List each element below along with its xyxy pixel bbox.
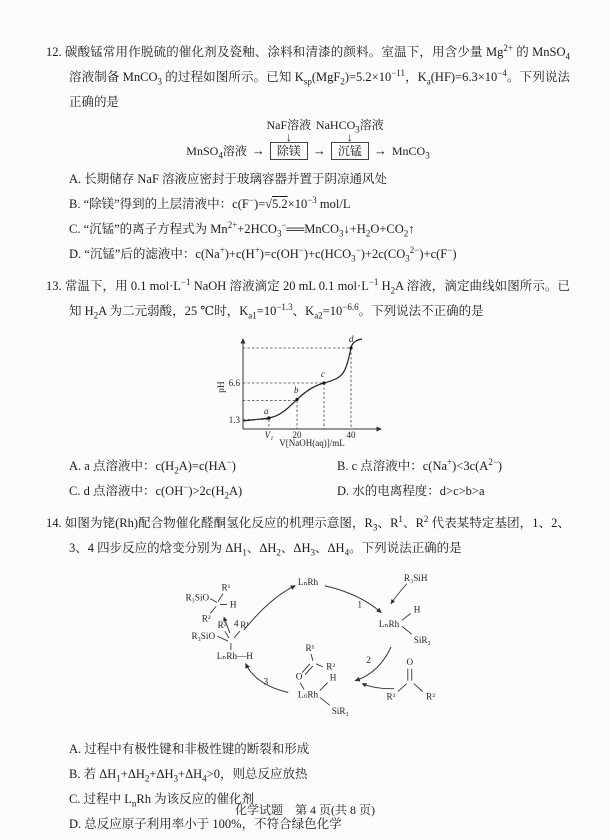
sir3-label: SiR₃	[413, 635, 431, 646]
flow-chain	[186, 118, 430, 161]
option-c: C. 过程中 $L_nRh$ 为该反应的催化剂	[69, 792, 255, 809]
ketone-molecule	[387, 657, 436, 702]
r1-label: R¹	[305, 642, 315, 653]
step-1-arrow	[325, 586, 381, 613]
arrow-right-icon: →	[312, 143, 326, 158]
q14-options	[46, 737, 570, 837]
r3sio-label: R₃SiO	[191, 631, 216, 642]
lnrh-h-label: LₙRh—H	[216, 650, 253, 661]
y-axis-label: pH	[216, 381, 227, 393]
r1-label: R¹	[386, 691, 396, 702]
question-14	[46, 511, 570, 837]
option-c: C. “沉锰”的离子方程式为 $Mn^{2+}+2HCO_3^-══MnCO_3↓+H_2O+CO_2↑$	[69, 219, 415, 239]
arrow-right-icon: →	[251, 143, 265, 158]
r3sio-label: R₃SiO	[185, 592, 210, 603]
q12-flow-diagram	[46, 118, 570, 161]
option-a: A. 长期储存 NaF 溶液应密封于玻璃容器并置于阴凉通风处	[69, 172, 388, 186]
r2-label: R²	[201, 613, 211, 624]
h-label: H	[229, 599, 237, 610]
r3sih-feed-arrow	[391, 584, 407, 604]
o-label: O	[406, 656, 414, 667]
r2-label: R²	[326, 661, 336, 672]
option-d: D. 总反应原子利用率小于 100%，不符合绿色化学	[69, 817, 342, 831]
q13-options	[69, 454, 570, 504]
q12-options	[46, 167, 570, 267]
flow-reagent-naf	[266, 119, 311, 143]
intermediate-rh-h-sir3	[379, 604, 431, 645]
catalyst-lnrh-label: LₙRh	[297, 576, 319, 587]
h-label: H	[329, 672, 337, 683]
lnrh-label: LₙRh	[297, 689, 319, 700]
step-2-label: 2	[366, 655, 371, 666]
flow-box-label: 除镁	[276, 144, 301, 158]
sir3-label: SiR₃	[331, 706, 349, 717]
arrow-down-icon: ↓	[346, 130, 353, 144]
question-13-stem: 13. 常温下，用 0.1 $mol\cdot L^{-1}$ NaOH 溶液滴定 20 mL 0.1 $mol\cdot L^{-1}$ $H_2A$ 溶液，滴定曲线如图所示。已知 $H_2A$ 为二元弱酸，25 ℃时，$K_{a1}=10^{-1.3}$、$K_{a2}=10^{-6.6}$。下列说法不正确的是	[46, 276, 570, 321]
q13-titration-figure	[46, 327, 570, 449]
product-silyl-ether	[186, 583, 237, 624]
option-a: A. a 点溶液中：$c(H_2A)=c(HA^-)$	[69, 456, 236, 476]
option-d: D. 水的电离程度：d>c>b>a	[337, 484, 485, 498]
intermediate-ketone-coordinated	[296, 643, 349, 716]
r3sih-label: R₃SiH	[403, 572, 428, 583]
intermediate-alkoxide	[191, 620, 253, 661]
titration-curve-svg	[211, 327, 406, 449]
flow-box-label: 沉锰	[337, 144, 362, 158]
x-axis-label: V[NaOH(aq)]/mL	[278, 438, 345, 448]
xtick-v1: V₁	[264, 430, 273, 440]
flow-step-remove-mg	[266, 118, 312, 160]
titration-curve	[243, 339, 362, 421]
point-c-label: c	[320, 369, 325, 379]
ytick-1-3: 1.3	[228, 415, 240, 425]
step-4-arrow	[244, 586, 295, 630]
arrow-right-icon: →	[373, 143, 387, 158]
flow-output: MnCO$_3$	[391, 144, 430, 161]
r2-label: R²	[217, 620, 227, 631]
question-14-stem: 14. 如图为铑(Rh)配合物催化醛酮氢化反应的机理示意图，$R_3$、$R^1$、$R^2$ 代表某特定基团，1、2、3、4 四步反应的焓变分别为 $\Delta H_1$、$\Delta H_2$、$\Delta H_3$、$\Delta H_4$。下列说法正确的是	[46, 513, 570, 558]
q14-mechanism-figure	[46, 564, 570, 732]
point-b-label: b	[293, 385, 298, 395]
reagent-label: NaF溶液	[266, 118, 312, 132]
r1-label: R¹	[221, 582, 231, 593]
lnrh-label: LₙRh	[378, 619, 400, 630]
r2-label: R²	[426, 691, 435, 702]
xtick-20: 20	[292, 430, 301, 440]
option-d: D. “沉锰”后的滤液中：$c(Na^+)+c(H^+)=c(OH^-)+c(HCO_3^-)+2c(CO_3^{2-})+c(F^-)$	[69, 244, 457, 264]
step-3-label: 3	[263, 677, 269, 688]
point-d-label: d	[348, 334, 353, 344]
page-footer: 化学试题 第 4 页(共 8 页)	[235, 803, 375, 817]
point-a-label: a	[263, 406, 268, 416]
option-b: B. c 点溶液中：$c(Na^+)<3c(A^{2-})$	[337, 456, 503, 473]
question-12	[46, 40, 570, 267]
r1-label: R¹	[240, 620, 250, 631]
arrow-down-icon: ↓	[285, 130, 292, 144]
flow-step-precipitate-mn	[315, 118, 384, 160]
option-a: A. 过程中有极性键和非极性键的断裂和形成	[69, 742, 310, 756]
option-b: B. 若 $\Delta H_1+\Delta H_2+\Delta H_3+\Delta H_4>0$，则总反应放热	[69, 767, 308, 784]
option-c: C. d 点溶液中：$c(OH^-)>2c(H_2A)$	[69, 481, 243, 501]
reagent-label: NaHCO$_3$溶液	[315, 118, 384, 135]
step-1-label: 1	[357, 600, 363, 611]
question-12-stem: 12. 碳酸锰常用作脱硫的催化剂及瓷釉、涂料和清漆的颜料。室温下，用含少量 $Mg^{2+}$ 的 MnSO$_4$ 溶液制备 MnCO$_3$ 的过程如图所示。已知 $K_{sp}(MgF_2)=5.2\times 10^{-11}$，$K_a(HF)=6.3\times 10^{-4}$。下列说法正确的是	[46, 42, 570, 109]
question-13	[46, 274, 570, 504]
ketone-feed-arrow	[362, 684, 394, 689]
xtick-40: 40	[346, 430, 355, 440]
h-label: H	[413, 604, 421, 615]
o-label: O	[295, 671, 303, 682]
ytick-6-6: 6.6	[228, 378, 240, 388]
option-b: B. “除镁”得到的上层清液中：$c(F^-)=√5.2\times 10^{-3}$ mol/L	[69, 194, 351, 211]
step-4-label: 4	[233, 619, 239, 630]
flow-input: MnSO$_4$溶液	[186, 144, 247, 161]
step-2-arrow	[355, 647, 391, 681]
catalytic-cycle-svg	[159, 564, 457, 732]
flow-reagent-nahco3	[316, 119, 384, 143]
